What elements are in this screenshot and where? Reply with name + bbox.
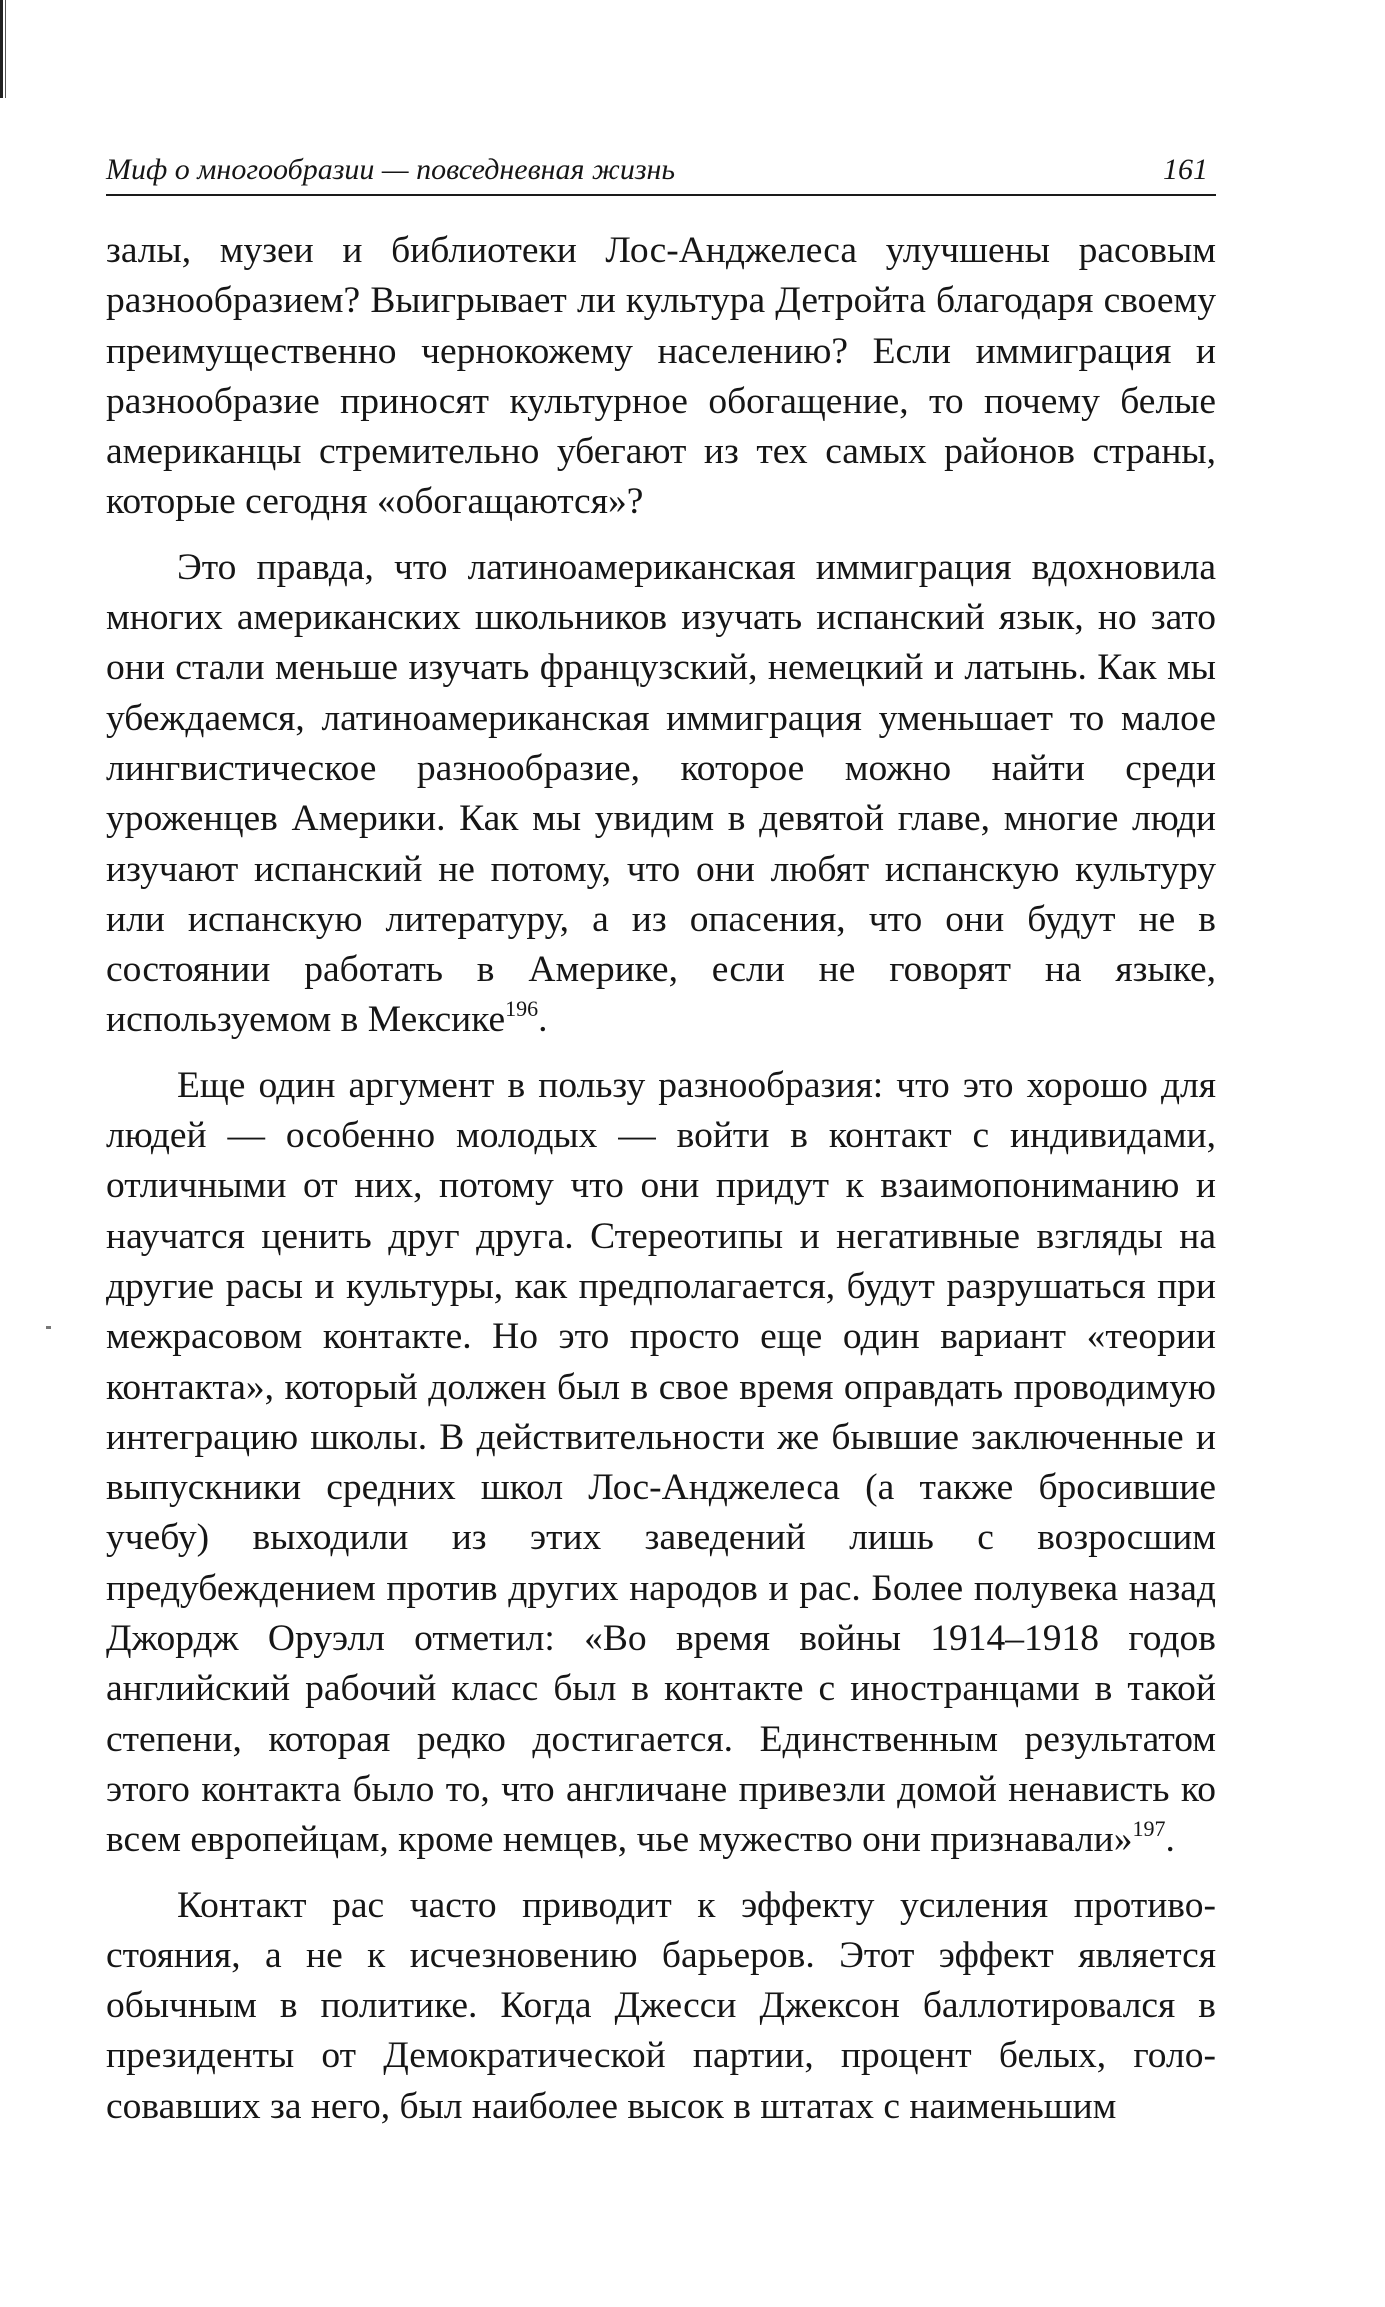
paragraph-text: Это правда, что латиноамериканская иммиграция вдохновила многих американских школьников изучать испанский язык, но зато они стали меньше изучать французский, немецкий и латынь. Как мы убеждаемся, латиноамериканская иммиграция уменьшает то малое лингвистическое разнообразие, которое можно найти среди уроженцев Америки. Как мы увидим в девятой главе, многие люди изучают испанский не потому, что они любят испанскую культуру или испанскую литературу, а из опасения, что они будут не в состоянии работать в Америке, если не говорят на языке, используемом в Мексике: [106, 546, 1216, 1041]
margin-speck: [46, 1326, 51, 1329]
paragraph-4: [106, 1881, 1216, 2132]
scan-edge-mark: [0, 0, 9, 98]
footnote-ref: 196: [505, 996, 539, 1022]
page-header: [106, 146, 1216, 196]
running-title: Миф о многообразии — повседневная жизнь: [106, 153, 676, 186]
footnote-ref: 197: [1132, 1816, 1166, 1842]
body-text: [106, 226, 1216, 2147]
paragraph-3: [106, 1061, 1216, 1866]
paragraph-text: Еще один аргумент в пользу разнообразия: что это хорошо для людей — особенно молодых — войти в контакт с индивидами, отличными от них, потому что они придут к взаимопониманию и научатся ценить друг друга. Стереотипы и негативные взгляды на другие расы и культуры, как предполагается, будут разрушаться при межрасовом контакте. Но это просто еще один вариант «теории контакта», который должен был в свое время оправдать проводимую интеграцию школы. В действительности же бывшие заключенные и выпускники средних школ Лос-Анджелеса (а также бросившие учебу) выходили из этих заведений лишь с возросшим предубеждением против других народов и рас. Более полувека назад Джордж Оруэлл отметил: «Во время войны 1914–1918 годов английский рабочий класс был в контакте с иностранцами в такой степени, которая редко достигается. Единственным результатом этого контакта было то, что англичане привезли домой ненависть ко всем европейцам, кроме немцев, чье мужество они признавали»: [106, 1064, 1216, 1861]
paragraph-2: [106, 543, 1216, 1046]
paragraph-tail: .: [1165, 1819, 1175, 1861]
page-number: 161: [1163, 153, 1208, 186]
paragraph-tail: .: [538, 999, 548, 1041]
paragraph-text: залы, музеи и библиотеки Лос-Анджелеса улучшены расовым разнообразием? Выигрывает ли культура Детройта благодаря своему преимущественно чернокожему населению? Если иммиграция и разнообразие приносят культурное обогащение, то почему белые американцы стремительно убегают из тех самых районов страны, которые сегодня «обогащаются»?: [106, 230, 1216, 523]
paragraph-text: Контакт рас часто приводит к эффекту усиления противостояния, а не к исчезновению барьеров. Этот эффект является обычным в политике. Когда Джесси Джексон баллотировался в президенты от Демократической партии, процент белых, голосовавших за него, был наиболее высок в штатах с наименьшим: [106, 1884, 1216, 2127]
paragraph-1: [106, 226, 1216, 528]
